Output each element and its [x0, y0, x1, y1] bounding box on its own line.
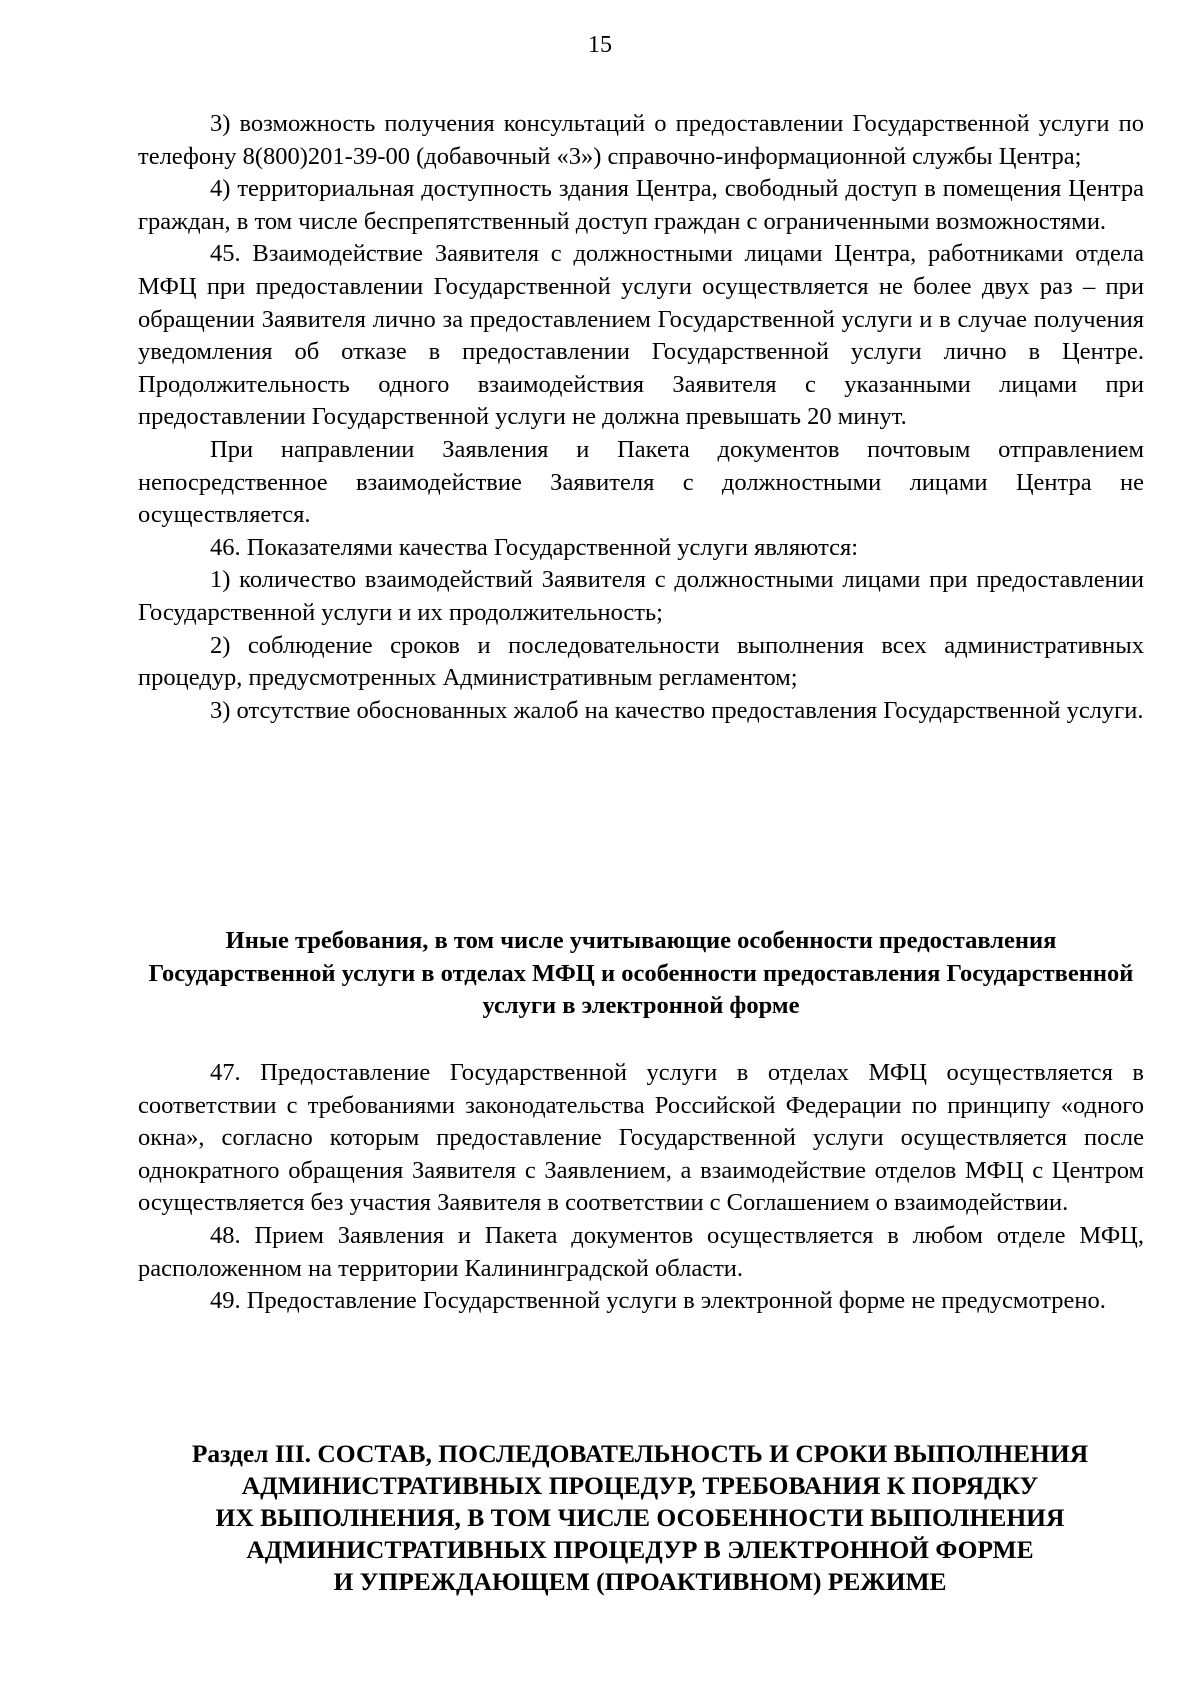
- paragraph-45-interaction: 45. Взаимодействие Заявителя с должностными лицами Центра, работниками отдела МФЦ при предоставлении Государственной услуги осуществляется не более двух раз – при обращении Заявителя лично за предоставлением Государственной услуги и в случае получения уведомления об отказе в предоставлении Государственной услуги лично в Центре. Продолжительность одного взаимодействия Заявителя с указанными лицами при предоставлении Государственной услуги не должна превышать 20 минут.: [138, 240, 1144, 431]
- paragraph-item-4-accessibility: 4) территориальная доступность здания Центра, свободный доступ в помещения Центра граждан, в том числе беспрепятственный доступ граждан с ограниченными возможностями.: [138, 175, 1144, 235]
- section-heading-part-3: [130, 1438, 1150, 1598]
- paragraph-47-mfc: 47. Предоставление Государственной услуги в отделах МФЦ осуществляется в соответствии с требованиями законодательства Российской Федерации по принципу «одного окна», согласно которым предоставление Государственной услуги осуществляется после однократного обращения Заявителя с Заявлением, а взаимодействие отделов МФЦ с Центром осуществляется без участия Заявителя в соответствии с Соглашением о взаимодействии.: [138, 1059, 1144, 1217]
- heading-text: Иные требования, в том числе учитывающие особенности предоставления Государственной услуги в отделах МФЦ и особенности предоставления Государственной услуги в электронной форме: [148, 927, 1134, 1020]
- paragraph-item-3-consultations: 3) возможность получения консультаций о предоставлении Государственной услуги по телефону 8(800)201-39-00 (добавочный «3») справочно-информационной службы Центра;: [138, 110, 1144, 170]
- section-3-title-line: Раздел III. СОСТАВ, ПОСЛЕДОВАТЕЛЬНОСТЬ И СРОКИ ВЫПОЛНЕНИЯ: [191, 1439, 1089, 1468]
- section-3-title-line: ИХ ВЫПОЛНЕНИЯ, В ТОМ ЧИСЛЕ ОСОБЕННОСТИ ВЫПОЛНЕНИЯ: [215, 1503, 1065, 1532]
- paragraph-block-lower: [138, 1057, 1144, 1318]
- paragraph-indicator-3: 3) отсутствие обоснованных жалоб на качество предоставления Государственной услуги.: [210, 696, 1144, 724]
- paragraph-48-reception: 48. Прием Заявления и Пакета документов осуществляется в любом отделе МФЦ, расположенном на территории Калининградской области.: [138, 1221, 1144, 1282]
- section-heading-other-requirements: [138, 925, 1144, 1023]
- section-3-title-line: АДМИНИСТРАТИВНЫХ ПРОЦЕДУР, ТРЕБОВАНИЯ К ПОРЯДКУ: [241, 1471, 1039, 1500]
- section-3-title: [130, 1438, 1150, 1598]
- paragraph-indicator-1: 1) количество взаимодействий Заявителя с должностными лицами при предоставлении Государственной услуги и их продолжительность;: [138, 566, 1144, 626]
- paragraph-46-quality-indicators: 46. Показателями качества Государственной услуги являются:: [210, 533, 859, 561]
- paragraph-block-upper: [138, 108, 1144, 727]
- section-3-title-line: АДМИНИСТРАТИВНЫХ ПРОЦЕДУР В ЭЛЕКТРОННОЙ ФОРМЕ: [246, 1535, 1034, 1564]
- section-3-title-line: И УПРЕЖДАЮЩЕМ (ПРОАКТИВНОМ) РЕЖИМЕ: [333, 1567, 947, 1596]
- paragraph-indicator-2: 2) соблюдение сроков и последовательности выполнения всех административных процедур, предусмотренных Административным регламентом;: [138, 631, 1144, 692]
- page-number: 15: [588, 32, 612, 58]
- paragraph-49-electronic-form: 49. Предоставление Государственной услуги в электронной форме не предусмотрено.: [210, 1287, 1106, 1315]
- paragraph-postal-submission: При направлении Заявления и Пакета документов почтовым отправлением непосредственное взаимодействие Заявителя с должностными лицами Центра не осуществляется.: [138, 435, 1144, 529]
